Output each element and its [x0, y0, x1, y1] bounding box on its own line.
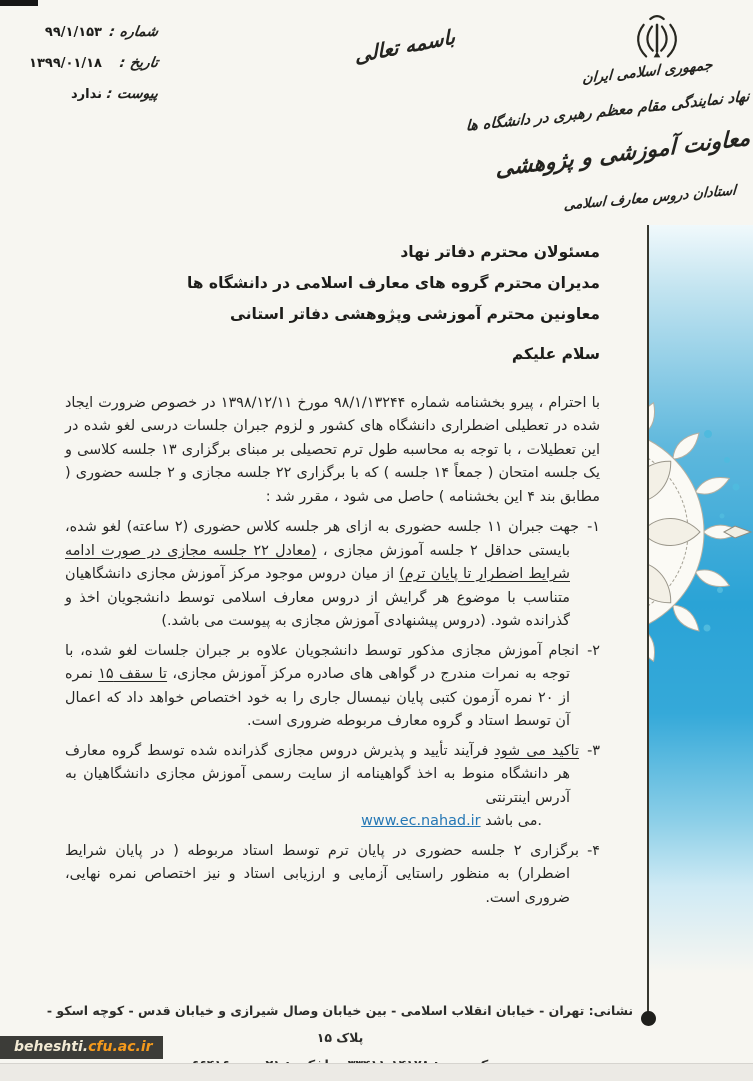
- vertical-rule: [647, 225, 649, 1012]
- besmele-calligraphy: باسمه تعالی: [354, 24, 456, 68]
- date-value: ۱۳۹۹/۰۱/۱۸: [29, 56, 102, 71]
- letterhead-deputy: معاونت آموزشی و پژوهشی: [495, 125, 751, 183]
- watermark-site-domain: cfu.ac.ir: [88, 1039, 153, 1055]
- greeting: سلام علیکم: [511, 345, 600, 363]
- recipient-line: مسئولان محترم دفاتر نهاد: [400, 243, 600, 261]
- recipients-block: [65, 237, 600, 330]
- item-text: از میان دروس موجود مرکز آموزش مجازی دانشگاهیان متناسب با موضوع هر گرایش از دروس معارف اسلامی توسط دانشجویان اخذ و گذرانده شود. (دروس پیشنهادی آموزش مجازی به پیوست می باشد.): [65, 566, 570, 629]
- letterhead-country: جمهوری اسلامی ایران: [582, 57, 713, 87]
- scan-bottom-edge: [0, 1063, 753, 1081]
- meta-row-date: [18, 55, 158, 71]
- letter-body: [65, 237, 600, 910]
- item-underlined-text: تاکید می شود: [494, 742, 580, 759]
- watermark-site-name: beheshti.: [14, 1039, 89, 1055]
- vertical-rule-end-dot: [641, 1011, 656, 1026]
- number-value: ۹۹/۱/۱۵۳: [44, 25, 102, 40]
- floral-medallion-icon: [649, 225, 753, 1013]
- meta-row-number: [18, 24, 158, 40]
- item-underlined-text: تا سقف ۱۵: [98, 666, 168, 682]
- item-number: ۴-: [587, 842, 600, 859]
- item-number: ۳-: [587, 742, 601, 759]
- item-text: می باشد.: [480, 813, 542, 829]
- url-line: [65, 810, 542, 834]
- decorative-side-strip: [649, 225, 753, 1013]
- letterhead-department: استادان دروس معارف اسلامی: [563, 182, 737, 214]
- item-number: ۱-: [587, 519, 601, 535]
- item-text: فرآیند تأیید و پذیرش دروس مجازی گذرانده شده توسط گروه معارف هر دانشگاه منوط به اخذ گواهینامه از سایت رسمی آموزش مجازی دانشگاهیان به آدرس اینترنتی: [65, 742, 570, 806]
- footer-address: نشانی: تهران - خیابان انقلاب اسلامی - بین خیابان وصال شیرازی و خیابان قدس - کوچه اسکو - پلاک ۱۵: [46, 1003, 634, 1045]
- date-label: تاریخ :: [118, 55, 160, 71]
- numbered-list: [65, 516, 600, 910]
- meta-row-attachment: [18, 86, 158, 102]
- number-label: شماره :: [108, 24, 160, 40]
- nahad-elearning-link[interactable]: www.ec.nahad.ir: [361, 813, 481, 829]
- attachment-label: پیوست :: [105, 86, 160, 102]
- intro-paragraph: با احترام ، پیرو بخشنامه شماره ۹۸/۱/۱۳۲۴۴ مورخ ۱۳۹۸/۱۲/۱۱ در خصوص ضرورت ایجاد شده در تعطیلی اضطراری دانشگاه های کشور و لزوم جبران جلسات درسی لغو شده در این تعطیلات ، با توجه به محاسبه طول ترم تحصیلی بر مبنای برگزاری ۱۳ جلسه کلاسی و یک جلسه امتحان ( جمعاً ۱۴ جلسه ) که با برگزاری ۲۲ جلسه مجازی و ۲ جلسه حضوری ( مطابق بند ۴ این بخشنامه ) حاصل می شود ، مقرر شد :: [65, 394, 601, 505]
- list-item-2: [65, 640, 600, 734]
- letterhead-institution: نهاد نمایندگی مقام معظم رهبری در دانشگاه ها: [465, 88, 750, 135]
- scan-edge-artifact: [0, 0, 38, 6]
- item-underlined-text: (معادل ۲۲ جلسه مجازی در صورت ادامه شرایط اضطرار تا پایان ترم): [65, 542, 570, 582]
- list-item-1: [65, 516, 600, 634]
- recipient-line: مدیران محترم گروه های معارف اسلامی در دانشگاه ها: [186, 274, 600, 292]
- item-text: انجام آموزش مجازی مذکور توسط دانشجویان علاوه بر جبران جلسات لغو شده، با توجه به نمرات مندرج در گواهی های صادره مرکز آموزش مجازی،: [65, 642, 580, 682]
- item-text: نمره از ۲۰ نمره آزمون کتبی پایان نیمسال جاری را به خود اختصاص خواهد داد که اعمال آن توسط استاد و گروه معارف مربوطه ضروری است.: [65, 666, 570, 729]
- site-watermark: [0, 1036, 163, 1059]
- iran-emblem-icon: [632, 12, 682, 66]
- list-item-3: [65, 740, 600, 834]
- attachment-value: ندارد: [70, 87, 102, 102]
- list-item-4: [65, 840, 600, 911]
- recipient-line: معاونین محترم آموزشی وپژوهشی دفاتر استانی: [230, 305, 600, 323]
- item-text: برگزاری ۲ جلسه حضوری در پایان ترم توسط استاد مربوطه ( در پایان شرایط اضطرار) به منظور راستایی آزمایی و ارزیابی استاد و نیز اختصاص نمره نهایی، ضروری است.: [65, 842, 580, 906]
- item-text: جهت جبران ۱۱ جلسه حضوری به ازای هر جلسه کلاس حضوری (۲ ساعته) لغو شده، بایستی حداقل ۲ جلسه آموزش مجازی ،: [65, 519, 580, 559]
- item-number: ۲-: [587, 642, 600, 659]
- letter-meta-block: [18, 24, 158, 117]
